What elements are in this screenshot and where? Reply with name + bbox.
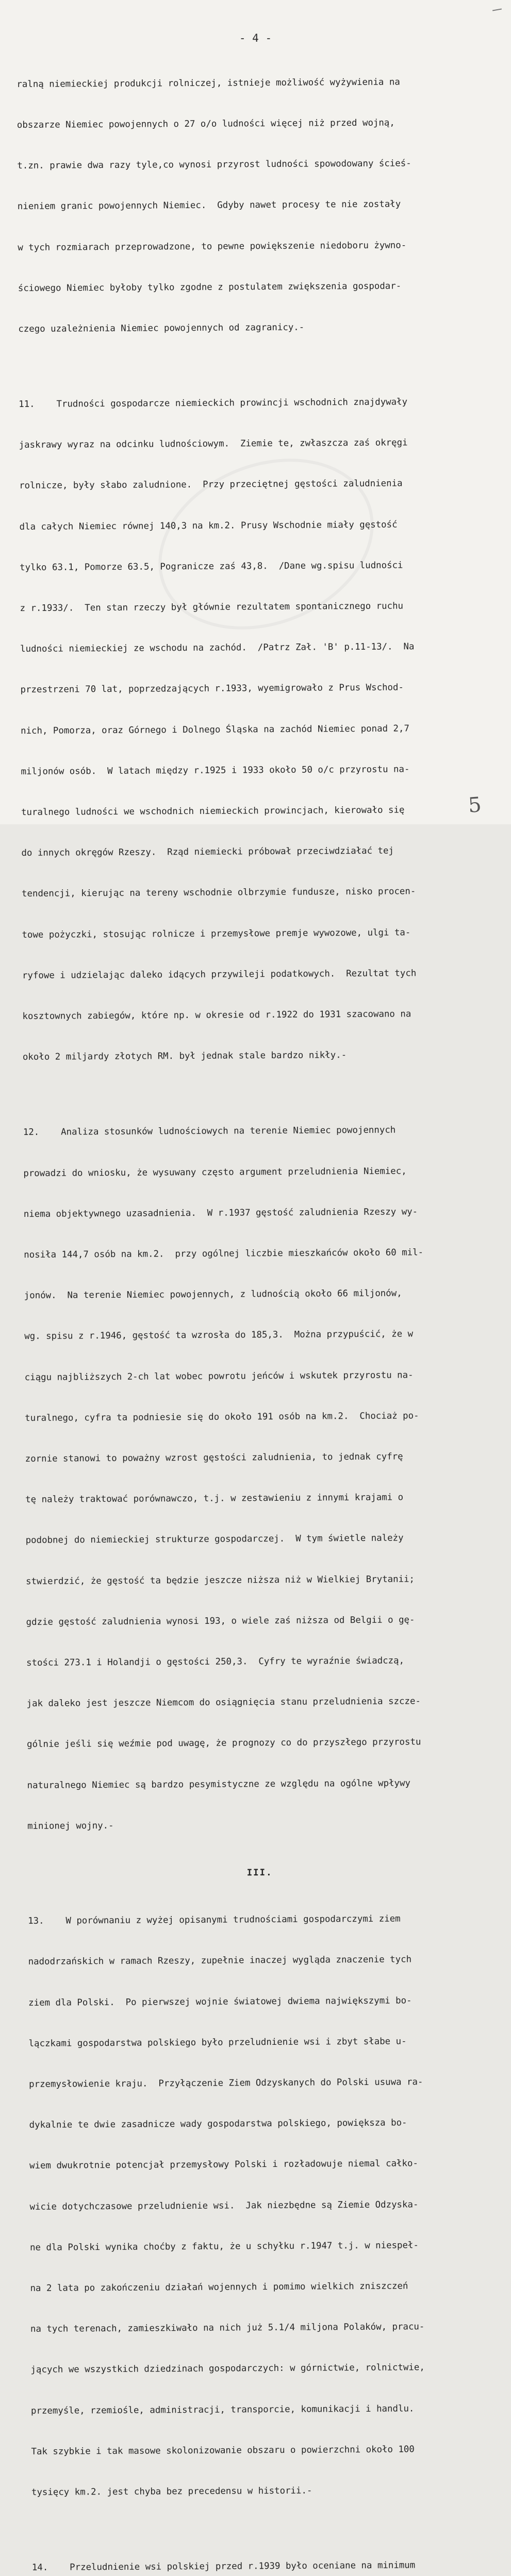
text-line: jak daleko jest jeszcze Niemcom do osiągnięcia stanu przeludnienia szcze-	[26, 1696, 421, 1709]
text-line: miljonów osób. W latach między r.1925 i 1933 około 50 o/c przyrostu na-	[21, 764, 410, 777]
text-line: około 2 miljardy złotych RM. był jednak stale bardzo nikły.-	[22, 1050, 347, 1063]
paragraph-11	[19, 368, 487, 1092]
text-line: obszarze Niemiec powojennych o 27 o/o ludności więcej niż przed wojną,	[17, 117, 395, 131]
text-line: nadodrzańskich w ramach Rzeszy, zupełnie inaczej wygląda znaczenie tych	[28, 1954, 412, 1968]
text-line: ciągu najbliższych 2-ch lat wobec powrotu jeńców i wskutek przyrostu na-	[24, 1369, 414, 1383]
text-line: gólnie jeśli się weźmie pod uwagę, że prognozy co do przyszłego przyrostu	[27, 1737, 421, 1750]
text-line: ludności niemieckiej ze wschodu na zachód. /Patrz Zał. 'B' p.11-13/. Na	[20, 641, 415, 655]
text-line: towe pożyczki, stosując rolnicze i przemysłowe premje wywozowe, ulgi ta-	[22, 927, 411, 940]
text-line: ralną niemieckiej produkcji rolniczej, istnieje możliwość wyżywienia na	[17, 77, 400, 90]
text-line: w tych rozmiarach przeprowadzone, to pewne powiększenie niedoboru żywno-	[18, 240, 407, 253]
text-line: jonów. Na terenie Niemiec powojennych, z ludnością około 66 miljonów,	[24, 1288, 402, 1301]
text-line: nieniem granic powojennych Niemiec. Gdyby nawet procesy te nie zostały	[17, 199, 401, 212]
text-line: jaskrawy wyraz na odcinku ludnościowym. Ziemie te, zwłaszcza zaś okręgi	[19, 437, 408, 451]
text-line: gdzie gęstość zaludnienia wynosi 193, o wiele zaś niższa od Belgii o gę-	[26, 1615, 415, 1628]
text-line: minionej wojny.-	[27, 1820, 114, 1832]
text-line: wicie dotychczasowe przeludnienie wsi. Jak niezbędne są Ziemie Odzyska-	[29, 2199, 419, 2212]
text-line: 11. Trudności gospodarcze niemieckich prowincji wschodnich znajdywały	[19, 397, 408, 410]
text-line: wg. spisu z r.1946, gęstość ta wzrosła do 185,3. Można przypuścić, że w	[24, 1329, 414, 1342]
text-line: nosiła 144,7 osób na km.2. przy ogólnej liczbie mieszkańców około 60 mil-	[24, 1247, 424, 1260]
text-line: ryfowe i udzielając daleko idących przywileji podatkowych. Rezultat tych	[22, 968, 417, 981]
paragraph-14	[31, 2531, 498, 2576]
paragraph-12	[23, 1096, 491, 1860]
text-line: przemysłowienie kraju. Przyłączenie Ziem Odzyskanych do Polski usuwa ra-	[29, 2077, 423, 2090]
text-line: dykalnie te dwie zasadnicze wady gospodarstwa polskiego, powiększa bo-	[29, 2117, 407, 2131]
text-line: stości 273.1 i Holandji o gęstości 250,3. Cyfry te wyraźnie świadczą,	[26, 1655, 405, 1668]
text-line: czego uzależnienia Niemiec powojennych od zagranicy.-	[18, 322, 305, 335]
text-line: prowadzi do wniosku, że wysuwany często argument przeludnienia Niemiec,	[23, 1165, 407, 1179]
text-line: stwierdzić, że gęstość ta będzie jeszcze niższa niż w Wielkiej Brytanii;	[26, 1573, 415, 1587]
paragraph	[17, 48, 483, 364]
text-line: Tak szybkie i tak masowe skolonizowanie obszaru o powierzchni około 100	[31, 2444, 415, 2457]
text-line: na 2 lata po zakończeniu działań wojennych i pomimo wielkich zniszczeń	[30, 2281, 408, 2294]
text-line: turalnego ludności we wschodnich niemieckich prowincjach, kierowało się	[21, 805, 405, 818]
text-line: z r.1933/. Ten stan rzeczy był głównie rezultatem spontanicznego ruchu	[20, 601, 404, 614]
corner-mark	[492, 8, 502, 11]
page-number: - 4 -	[239, 32, 272, 44]
text-line: niema objektywnego uzasadnienia. W r.1937 gęstość zaludnienia Rzeszy wy-	[23, 1207, 418, 1219]
text-line: ne dla Polski wynika choćby z faktu, że u schyłku r.1947 t.j. w niespeł-	[29, 2240, 419, 2253]
text-line: zornie stanowi to poważny wzrost gęstości zaludnienia, to jednak cyfrę	[25, 1451, 403, 1464]
text-line: wiem dwukrotnie potencjał przemysłowy Polski i rozładowuje niemal całko-	[29, 2158, 418, 2172]
text-line: przestrzeni 70 lat, poprzedzających r.1933, wyemigrowało z Prus Wschod-	[20, 682, 404, 696]
text-line: ściowego Niemiec byłoby tylko zgodne z postulatem zwiększenia gospodar-	[18, 281, 402, 294]
text-line: dla całych Niemiec równej 140,3 na km.2. Prusy Wschodnie miały gęstość	[19, 519, 398, 532]
text-line: tę należy traktować porównawczo, t.j. w zestawieniu z innymi krajami o	[25, 1492, 404, 1505]
text-line: lączkami gospodarstwa polskiego było przeludnienie wsi i zbyt słabe u-	[28, 2036, 407, 2049]
text-line: przemyśle, rzemiośle, administracji, transporcie, komunikacji i handlu.	[30, 2403, 415, 2416]
text-line: t.zn. prawie dwa razy tyle,co wynosi przyrost ludności spowodowany ścieś-	[17, 158, 411, 172]
text-line: tysięcy km.2. jest chyba bez precedensu w historii.-	[31, 2485, 312, 2498]
text-line: podobnej do niemieckiej strukturze gospodarczej. W tym świetle należy	[25, 1533, 404, 1546]
text-line: naturalnego Niemiec są bardzo pesymistyczne ze względu na ogólne wpływy	[27, 1777, 410, 1791]
document-body	[17, 48, 498, 2576]
text-line: 13. W porównaniu z wyżej opisanymi trudnościami gospodarczymi ziem	[28, 1913, 401, 1927]
section-heading: III.	[246, 1868, 273, 1878]
text-line: na tych terenach, zamieszkiwało na nich już 5.1/4 miljona Polaków, pracu-	[30, 2321, 425, 2335]
text-line: do innych okręgów Rzeszy. Rząd niemiecki próbował przeciwdziałać tej	[21, 845, 394, 859]
text-line: turalnego, cyfra ta podniesie się do około 191 osób na km.2. Chociaż po-	[25, 1411, 419, 1423]
text-line: tendencji, kierując na tereny wschodnie olbrzymie fundusze, nisko procen-	[21, 886, 416, 900]
text-line: kosztownych zabiegów, które np. w okresie od r.1922 do 1931 szacowano na	[22, 1009, 411, 1022]
handwritten-page-number: 5	[467, 793, 482, 818]
text-line: 14. Przeludnienie wsi polskiej przed r.1939 było oceniane na minimum	[31, 2560, 416, 2573]
text-line: jących we wszystkich dziedzinach gospodarczych: w górnictwie, rolnictwie,	[30, 2362, 425, 2376]
text-line: ziem dla Polski. Po pierwszej wojnie światowej dwiema największymi bo-	[28, 1995, 412, 2008]
paragraph-13	[28, 1885, 496, 2527]
text-line: nich, Pomorza, oraz Górnego i Dolnego Śląska na zachód Niemiec ponad 2,7	[21, 723, 409, 736]
text-line: 12. Analiza stosunków ludnościowych na terenie Niemiec powojennych	[23, 1125, 396, 1138]
text-line: rolnicze, były słabo zaludnione. Przy przeciętnej gęstości zaludnienia	[19, 478, 403, 492]
text-line: tylko 63.1, Pomorze 63.5, Pogranicze zaś 43,8. /Dane wg.spisu ludności	[20, 560, 403, 573]
